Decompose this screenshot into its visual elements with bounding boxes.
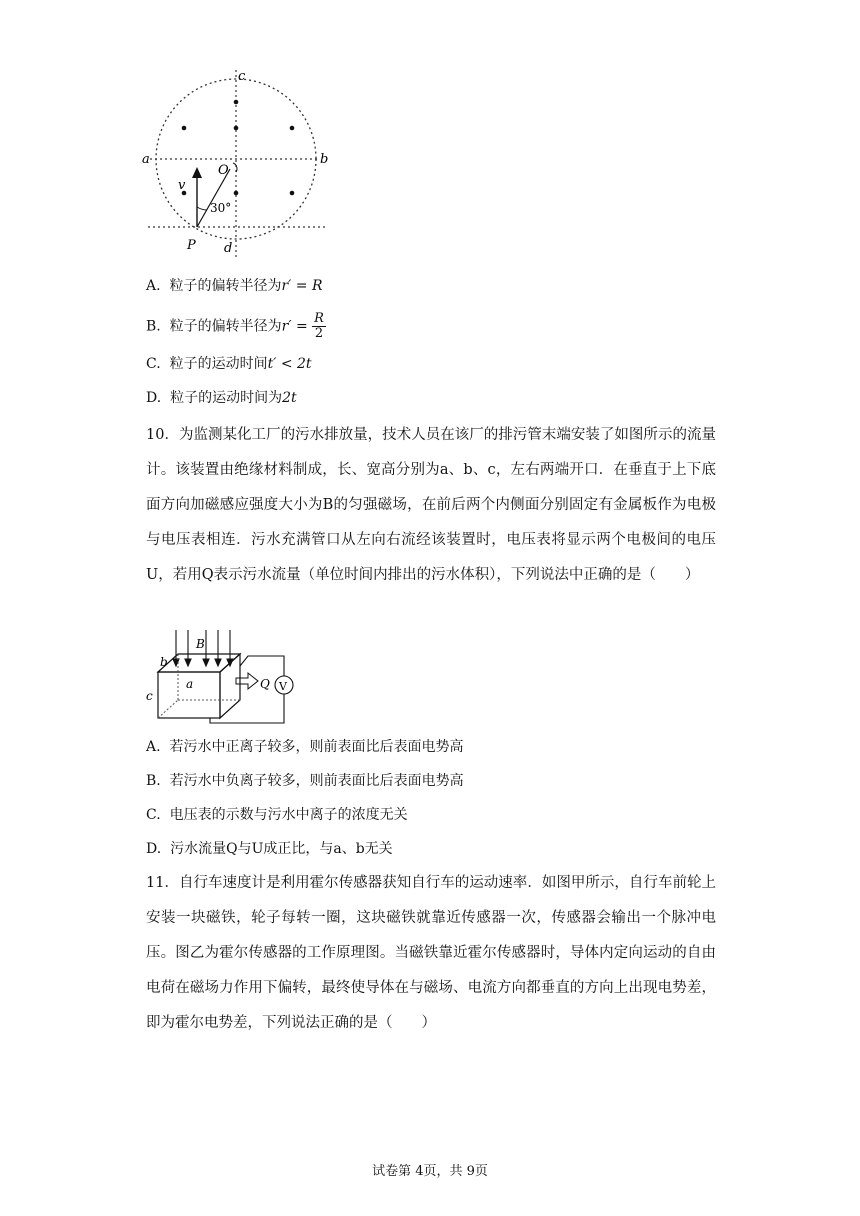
q9-option-c: C. 粒子的运动时间t′ < 2t	[146, 356, 312, 372]
q9-option-a: A. 粒子的偏转半径为r′ = R	[146, 278, 323, 294]
q9-option-d: D. 粒子的运动时间为2t	[146, 390, 297, 406]
fraction-r-over-2: $\frac{R}{2}$	[314, 311, 324, 341]
q9-option-b: B. 粒子的偏转半径为r′ = $\frac{R}{2}$	[146, 311, 324, 341]
label-v: v	[178, 178, 186, 193]
flow-meter-figure	[144, 626, 304, 724]
q10-option-b: B. 若污水中负离子较多，则前表面比后表面电势高	[146, 773, 464, 789]
voltmeter-icon: V	[279, 680, 287, 693]
q10-option-a: A. 若污水中正离子较多，则前表面比后表面电势高	[146, 739, 464, 755]
page-footer: 试卷第 4页，共 9页	[372, 1164, 488, 1179]
label-d: d	[224, 241, 233, 256]
label-c: c	[238, 69, 246, 84]
label-field-b: B	[196, 637, 205, 651]
label-flow-q: Q	[260, 677, 270, 691]
label-height-c: c	[146, 689, 153, 703]
label-b: b	[320, 152, 329, 167]
label-p: P	[187, 238, 196, 253]
label-o: O	[218, 163, 229, 178]
label-width-b: b	[160, 655, 168, 669]
q10-option-d: D. 污水流量Q与U成正比，与a、b无关	[146, 841, 393, 857]
q11-stem: 11．自行车速度计是利用霍尔传感器获知自行车的运动速率．如图甲所示，自行车前轮上安装一块磁铁，轮子每转一圈，这块磁铁就靠近传感器一次，传感器会输出一个脉冲电压。图乙为霍尔传感器的工作原理图。当磁铁靠近霍尔传感器时，导体内定向运动的自由电荷在磁场力作用下偏转，最终使导体在与磁场、电流方向都垂直的方向上出现电势差，即为霍尔电势差，下列说法正确的是（ ）	[146, 875, 716, 1031]
q10-option-c: C. 电压表的示数与污水中离子的浓度无关	[146, 807, 408, 823]
label-angle: 30°	[210, 201, 232, 215]
label-length-a: a	[186, 677, 194, 691]
label-a: a	[142, 152, 150, 167]
circle-field-figure	[140, 62, 340, 262]
q10-stem: 10．为监测某化工厂的污水排放量，技术人员在该厂的排污管末端安装了如图所示的流量计。该装置由绝缘材料制成，长、宽高分别为a、b、c，左右两端开口．在垂直于上下底面方向加磁感应强度大小为B的匀强磁场，在前后两个内侧面分别固定有金属板作为电极与电压表相连．污水充满管口从左向右流经该装置时，电压表将显示两个电极间的电压U，若用Q表示污水流量（单位时间内排出的污水体积），下列说法中正确的是（ ）	[146, 427, 716, 583]
